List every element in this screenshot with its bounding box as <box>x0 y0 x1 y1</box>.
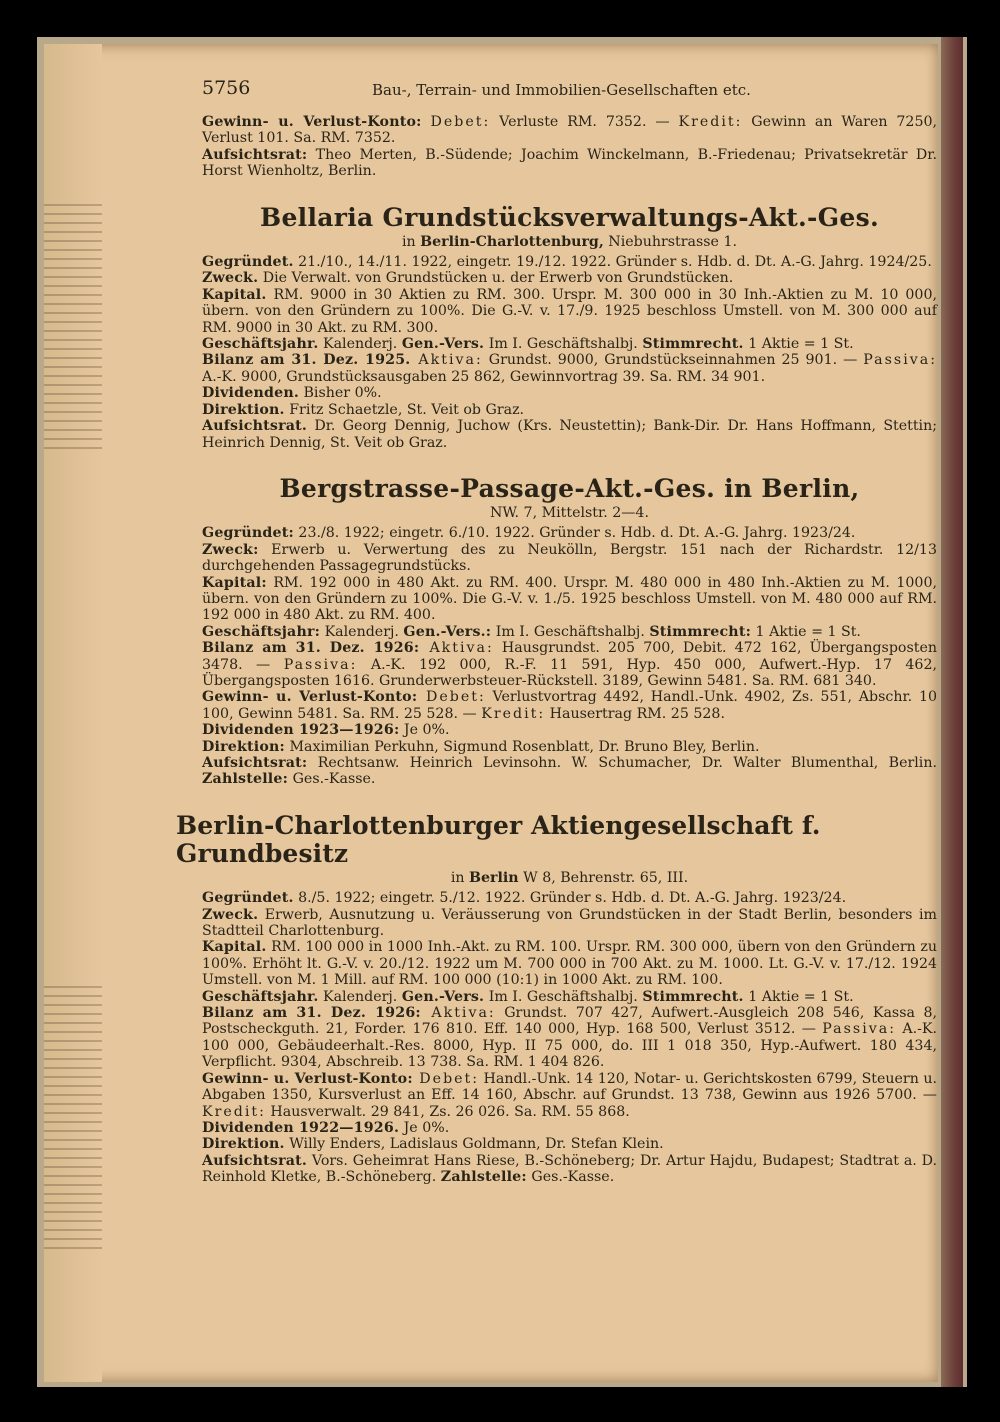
geschaeftsjahr-paragraph <box>202 624 937 640</box>
kapital-paragraph <box>202 939 937 988</box>
aktiva-word: Aktiva: <box>420 1005 496 1022</box>
direktion-text: Maximilian Perkuhn, Sigmund Rosenblatt, Dr. Bruno Bley, Berlin. <box>284 738 760 755</box>
address-street: W 8, Behrenstr. 65, III. <box>518 869 689 886</box>
gj-label: Geschäftsjahr. <box>202 336 319 353</box>
guv-paragraph <box>202 689 937 722</box>
genvers-label: Gen.-Vers. <box>401 988 485 1005</box>
zweck-label: Zweck. <box>202 270 259 287</box>
aufsichtsrat-label: Aufsichtsrat: <box>202 755 308 771</box>
zahlstelle-text: Ges.-Kasse. <box>288 771 376 788</box>
address-city: Berlin-Charlottenburg, <box>420 233 604 250</box>
bilanz-paragraph <box>202 352 937 385</box>
bilanz-paragraph <box>202 1005 937 1071</box>
debet-word: Debet: <box>412 1070 480 1087</box>
bleed-through-marks-bottom <box>44 979 102 1249</box>
company-address <box>202 234 937 250</box>
gv-label: Gewinn- u. Verlust-Konto: <box>202 114 422 130</box>
ar-text: Theo Merten, B.-Südende; Joachim Winckelmann, B.-Friedenau; Privatsekretär Dr. Horst Wienholtz, Berlin. <box>202 146 937 180</box>
gegruendet-text: 8./5. 1922; eingetr. 5./12. 1922. Gründer s. Hdb. d. Dt. A.-G. Jahrg. 1923/24. <box>293 890 847 907</box>
bilanz-text: Hausgrundst. 205 700, Debit. 472 162, Übergangsposten 3478. — <box>202 640 937 673</box>
zweck-text: Erwerb, Ausnutzung u. Veräusserung von Grundstücken in der Stadt Berlin, besonders im Stadtteil Charlottenburg. <box>202 906 937 940</box>
passiva-word: Passiva: <box>863 352 937 369</box>
dividenden-paragraph <box>202 1120 937 1136</box>
dividenden-label: Dividenden. <box>202 385 299 402</box>
aufsichtsrat-text: Vors. Geheimrat Hans Riese, B.-Schöneberg; Dr. Artur Hajdu, Budapest; Stadtrat a. D. Reinhold Kletke, B.-Schöneberg. <box>202 1152 937 1186</box>
aktiva-word: Aktiva: <box>419 640 494 657</box>
debet-word: Debet: <box>417 689 486 706</box>
bilanz-label: Bilanz am 31. Dez. 1926: <box>202 640 420 657</box>
bilanz-paragraph <box>202 640 937 689</box>
zweck-text: Die Verwalt. von Grundstücken u. der Erwerb von Grundstücken. <box>258 270 734 287</box>
zweck-paragraph <box>202 270 937 286</box>
book-spine <box>941 37 963 1387</box>
dividenden-label: Dividenden 1923—1926: <box>202 722 400 739</box>
gj-label: Geschäftsjahr. <box>202 988 319 1005</box>
kapital-label: Kapital. <box>202 939 267 956</box>
zweck-label: Zweck. <box>202 906 259 923</box>
kredit-word: Kredit: <box>481 705 546 722</box>
stimmrecht-label: Stimmrecht. <box>642 988 744 1005</box>
genvers-label: Gen.-Vers.: <box>403 623 492 640</box>
company-title: Bellaria Grundstücksverwaltungs-Akt.-Ges. <box>260 202 879 232</box>
intro-gv-paragraph <box>202 114 937 147</box>
company-title: Berlin-Charlottenburger Aktiengesellschaft f. Grundbesitz <box>176 810 821 868</box>
stimmrecht-label: Stimmrecht. <box>642 336 744 353</box>
dividenden-text: Je 0%. <box>399 722 450 739</box>
kapital-text: RM. 9000 in 30 Aktien zu RM. 300. Urspr. M. 300 000 in 30 Inh.-Aktien zu M. 10 000, übern. von den Gründern zu 100%. Die G.-V. v. 17./9. 1925 beschloss Umstell. von M. 300 000 auf RM. 9000 in 30 Akt. zu RM. 300. <box>202 286 937 336</box>
kapital-paragraph <box>202 575 937 624</box>
gj-text: Kalenderj. <box>320 623 404 640</box>
bilanz-label: Bilanz am 31. Dez. 1925. <box>202 352 411 369</box>
address-in: in <box>450 869 470 886</box>
guv-label: Gewinn- u. Verlust-Konto: <box>202 689 418 706</box>
aufsichtsrat-text: Rechtsanw. Heinrich Levinsohn. W. Schumacher, Dr. Walter Blumenthal, Berlin. <box>307 755 937 771</box>
gegruendet-paragraph <box>202 890 937 906</box>
genvers-label: Gen.-Vers. <box>401 336 485 353</box>
dividenden-paragraph <box>202 722 937 738</box>
zweck-text: Erwerb u. Verwertung des zu Neukölln, Bergstr. 151 nach der Richardstr. 12/13 durchgehenden Passagegrundstücks. <box>202 541 937 575</box>
kapital-paragraph <box>202 287 937 336</box>
kapital-label: Kapital. <box>202 286 267 303</box>
geschaeftsjahr-paragraph <box>202 989 937 1005</box>
passiva-word: Passiva: <box>822 1021 896 1038</box>
kapital-label: Kapital: <box>202 574 267 591</box>
bilanz-text: Grundst. 707 427, Aufwert.-Ausgleich 208 546, Kassa 8, Postscheckguth. 21, Forder. 176 810. Eff. 140 000, Hyp. 168 500, Verlust 3512. — <box>202 1005 937 1038</box>
zweck-paragraph <box>202 542 937 575</box>
bilanz-text-end: A.-K. 192 000, R.-F. 11 591, Hyp. 450 000, Aufwert.-Hyp. 17 462, Übergangsposten 1616. Grunderwerbsteuer-Rückstell. 3189, Gewinn 5481. Sa. RM. 681 340. <box>202 656 937 689</box>
gegruendet-label: Gegründet. <box>202 890 294 907</box>
genvers-text: Im I. Geschäftshalbj. <box>484 988 643 1005</box>
zweck-label: Zweck: <box>202 541 259 558</box>
debet-word: Debet: <box>430 114 491 130</box>
zweck-paragraph <box>202 907 937 940</box>
stimmrecht-text: 1 Aktie = 1 St. <box>743 336 854 353</box>
gegruendet-label: Gegründet: <box>202 525 294 542</box>
kapital-text: RM. 100 000 in 1000 Inh.-Akt. zu RM. 100. Urspr. RM. 300 000, übern von den Gründern zu 100%. Erhöht lt. G.-V. v. 20./12. 1922 um M. 700 000 in 700 Akt. zu M. 1000. Lt. G.-V. v. 17./12. 1924 Umstell. von M. 1 Mill. auf RM. 100 000 (10:1) in 1000 Akt. zu RM. 100. <box>202 939 937 989</box>
aufsichtsrat-label: Aufsichtsrat. <box>202 1152 308 1169</box>
aktiva-word: Aktiva: <box>410 352 483 369</box>
running-head <box>202 77 937 114</box>
geschaeftsjahr-paragraph <box>202 336 937 352</box>
company-title: Bergstrasse-Passage-Akt.-Ges. in Berlin, <box>279 473 860 503</box>
dividenden-text: Bisher 0%. <box>299 385 382 402</box>
guv-label: Gewinn- u. Verlust-Konto: <box>202 1070 413 1087</box>
direktion-paragraph <box>202 739 937 755</box>
direktion-text: Willy Enders, Ladislaus Goldmann, Dr. Stefan Klein. <box>284 1136 664 1153</box>
genvers-text: Im I. Geschäftshalbj. <box>484 336 643 353</box>
gegruendet-label: Gegründet. <box>202 254 294 271</box>
guv-text-end: Hausertrag RM. 25 528. <box>545 705 725 722</box>
address-city: Berlin <box>469 869 519 886</box>
aufsichtsrat-text: Dr. Georg Dennig, Juchow (Krs. Neustettin); Bank-Dir. Dr. Hans Hoffmann, Stettin; Heinrich Dennig, St. Veit ob Graz. <box>202 418 937 451</box>
bilanz-text: Grundst. 9000, Grundstückseinnahmen 25 901. — <box>482 352 864 369</box>
stimmrecht-text: 1 Aktie = 1 St. <box>743 988 854 1005</box>
bilanz-text-end: A.-K. 100 000, Gebäudeerhalt.-Res. 8000, Hyp. II 75 000, do. III 1 018 350, Hyp.-Aufwert. 180 434, Verpflicht. 9304, Abschreib. 13 738. Sa. RM. 1 404 826. <box>202 1021 937 1071</box>
direktion-label: Direktion. <box>202 401 285 418</box>
gv-text-end: Gewinn an Waren 7250, Verlust 101. Sa. RM. 7352. <box>202 114 938 147</box>
stimmrecht-text: 1 Aktie = 1 St. <box>751 623 861 640</box>
ar-label: Aufsichtsrat: <box>202 146 308 163</box>
aufsichtsrat-paragraph <box>202 755 937 788</box>
dividenden-label: Dividenden 1922—1926. <box>202 1119 400 1136</box>
running-title: Bau-, Terrain- und Immobilien-Gesellschaften etc. <box>372 81 751 99</box>
direktion-paragraph <box>202 1136 937 1152</box>
direktion-text: Fritz Schaetzle, St. Veit ob Graz. <box>284 401 525 418</box>
gj-label: Geschäftsjahr: <box>202 623 321 640</box>
guv-text: Handl.-Unk. 14 120, Notar- u. Gerichtskosten 6799, Steuern u. Abgaben 1350, Kursverlust an Eff. 14 160, Abschr. auf Grundst. 13 738, Gewinn aus 1926 5700. — <box>202 1070 938 1104</box>
zahlstelle-label: Zahlstelle: <box>440 1169 527 1186</box>
bilanz-label: Bilanz am 31. Dez. 1926: <box>202 1005 421 1022</box>
gegruendet-paragraph <box>202 525 937 541</box>
text-column <box>176 77 938 1370</box>
guv-text: Verlustvortrag 4492, Handl.-Unk. 4902, Zs. 551, Abschr. 10 100, Gewinn 5481. Sa. RM. 25 528. — <box>202 689 937 722</box>
page-number: 5756 <box>202 77 251 99</box>
gegruendet-text: 21./10., 14./11. 1922, eingetr. 19./12. 1922. Gründer s. Hdb. d. Dt. A.-G. Jahrg. 1924/25. <box>293 254 932 271</box>
gegruendet-text: 23./8. 1922; eingetr. 6./10. 1922. Gründer s. Hdb. d. Dt. A.-G. Jahrg. 1923/24. <box>293 525 856 542</box>
book-page <box>44 44 938 1382</box>
stimmrecht-label: Stimmrecht: <box>649 623 752 640</box>
intro-ar-paragraph <box>202 147 937 180</box>
direktion-paragraph <box>202 402 937 418</box>
dividenden-text: Je 0%. <box>399 1119 450 1136</box>
aufsichtsrat-label: Aufsichtsrat. <box>202 418 308 435</box>
direktion-label: Direktion. <box>202 1136 285 1153</box>
gegruendet-paragraph <box>202 254 937 270</box>
company-address: NW. 7, Mittelstr. 2—4. <box>490 504 649 521</box>
kapital-text: RM. 192 000 in 480 Akt. zu RM. 400. Urspr. M. 480 000 in 480 Inh.-Aktien zu M. 1000, übern. von den Gründern zu 100%. Die G.-V. v. 1./5. 1925 beschloss Umstell. von M. 480 000 auf RM. 192 000 in 480 Akt. zu RM. 400. <box>202 574 937 624</box>
gj-text: Kalenderj. <box>318 336 402 353</box>
genvers-text: Im I. Geschäftshalbj. <box>491 623 650 640</box>
company-address <box>202 870 937 886</box>
bilanz-text-end: A.-K. 9000, Grundstücksausgaben 25 862, Gewinnvortrag 39. Sa. RM. 34 901. <box>202 368 766 385</box>
guv-text-end: Hausverwalt. 29 841, Zs. 26 026. Sa. RM. 55 868. <box>265 1103 630 1120</box>
address-street: Niebuhrstrasse 1. <box>603 233 738 250</box>
aufsichtsrat-paragraph <box>202 1153 937 1186</box>
gv-text: Verluste RM. 7352. — <box>490 114 679 130</box>
bleed-through-marks-top <box>44 199 102 449</box>
direktion-label: Direktion: <box>202 738 285 755</box>
zahlstelle-label: Zahlstelle: <box>202 771 289 788</box>
gj-text: Kalenderj. <box>318 988 402 1005</box>
passiva-word: Passiva: <box>283 656 358 673</box>
zahlstelle-text: Ges.-Kasse. <box>526 1169 615 1186</box>
kredit-word: Kredit: <box>202 1103 266 1120</box>
aufsichtsrat-paragraph <box>202 418 937 451</box>
kredit-word: Kredit: <box>678 114 743 130</box>
dividenden-paragraph <box>202 385 937 401</box>
guv-paragraph <box>202 1071 937 1120</box>
address-in: in <box>401 233 421 250</box>
